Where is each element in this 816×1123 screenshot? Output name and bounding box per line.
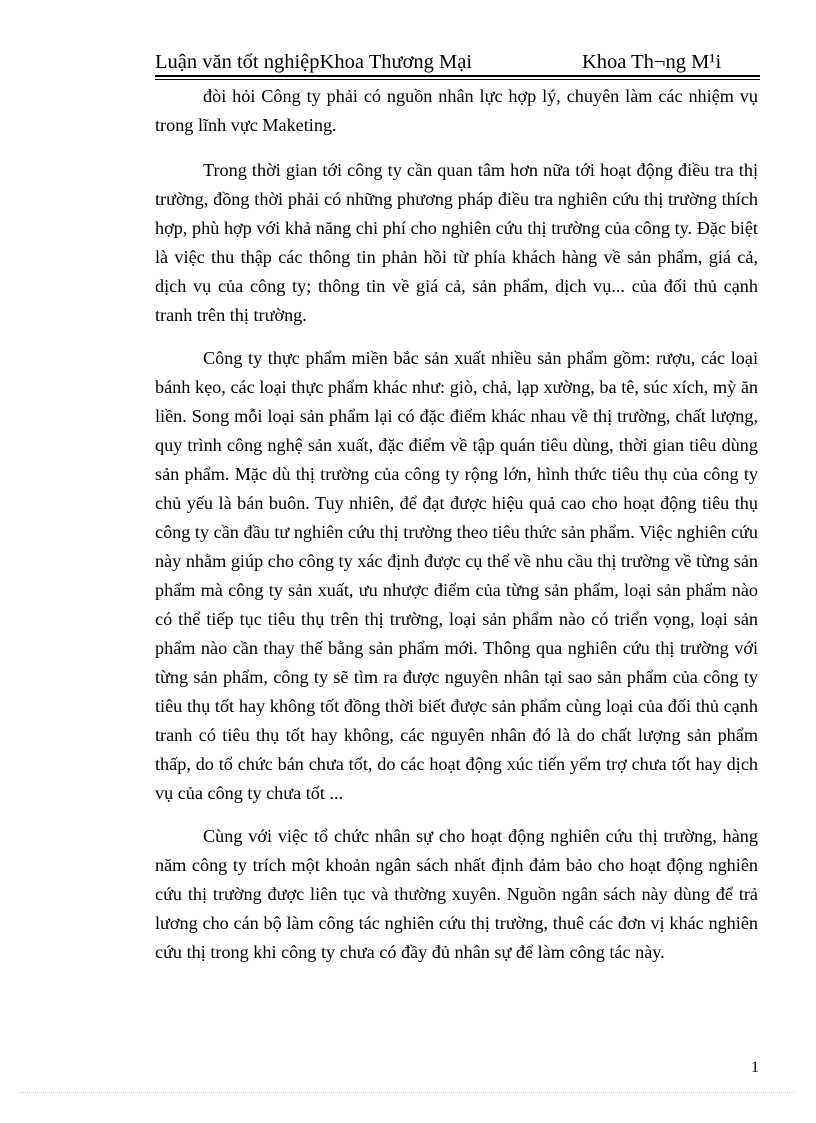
header-rule-thick (155, 75, 760, 77)
page-header (155, 50, 760, 78)
header-thesis-title: Luận văn tốt nghiệpKhoa Thương Mại (155, 51, 473, 73)
paragraph-budget: Cùng với việc tổ chức nhân sự cho hoạt động nghiên cứu thị trường, hàng năm công ty trích một khoản ngân sách nhất định đảm bảo cho hoạt động nghiên cứu thị trường được liên tục và thường xuyên. Nguồn ngân sách này dùng để trả lương cho cán bộ làm công tác nghiên cứu thị trường, thuê các đơn vị khác nghiên cứu thị trong khi công ty chưa có đầy đủ nhân sự để làm công tác này. (155, 826, 758, 962)
header-rule-thin (155, 79, 760, 80)
document-body (155, 82, 758, 979)
page-number: 1 (751, 1059, 759, 1076)
paragraph-market-research: Trong thời gian tới công ty cần quan tâm hơn nữa tới hoạt động điều tra thị trường, đồng thời phải có những phương pháp điều tra nghiên cứu thị trường thích hợp, phù hợp với khả năng chi phí cho nghiên cứu thị trường của công ty. Đặc biệt là việc thu thập các thông tin phản hồi từ phía khách hàng về sản phẩm, giá cả, dịch vụ của công ty; thông tin về giá cả, sản phẩm, dịch vụ... của đối thủ cạnh tranh trên thị trường. (155, 160, 758, 325)
page-bottom-divider (20, 1092, 796, 1093)
paragraph-continuation: đòi hỏi Công ty phải có nguồn nhân lực hợp lý, chuyên làm các nhiệm vụ trong lĩnh vực Maketing. (155, 86, 758, 135)
paragraph-products: Công ty thực phẩm miền bắc sản xuất nhiều sản phẩm gồm: rượu, các loại bánh kẹo, các loại thực phẩm khác như: giò, chả, lạp xường, ba tê, súc xích, mỳ ăn liền. Song mỗi loại sản phẩm lại có đặc điểm khác nhau về thị trường, chất lượng, quy trình công nghệ sản xuất, đặc điểm về tập quán tiêu dùng, thời gian tiêu dùng sản phẩm. Mặc dù thị trường của công ty rộng lớn, hình thức tiêu thụ của công ty chủ yếu là bán buôn. Tuy nhiên, để đạt được hiệu quả cao cho hoạt động tiêu thụ công ty cần đầu tư nghiên cứu thị trường theo tiêu thức sản phẩm. Việc nghiên cứu này nhằm giúp cho công ty xác định được cụ thể về nhu cầu thị trường về từng sản phẩm mà công ty sản xuất, ưu nhược điểm của từng sản phẩm, loại sản phẩm nào có thể tiếp tục tiêu thụ trên thị trường, loại sản phẩm nào có triển vọng, loại sản phẩm nào cần thay thế bằng sản phẩm mới. Thông qua nghiên cứu thị trường với từng sản phẩm, công ty sẽ tìm ra được nguyên nhân tại sao sản phẩm của công ty tiêu thụ tốt hay không tốt đồng thời biết được sản phẩm cùng loại của đối thủ cạnh tranh có tiêu thụ tốt hay không, các nguyên nhân đó là do chất lượng sản phẩm thấp, do tổ chức bán chưa tốt, do các hoạt động xúc tiến yểm trợ chưa tốt hay dịch vụ của công ty chưa tốt ... (155, 348, 758, 803)
header-faculty-name: Khoa Th¬ng M¹i (582, 51, 722, 73)
